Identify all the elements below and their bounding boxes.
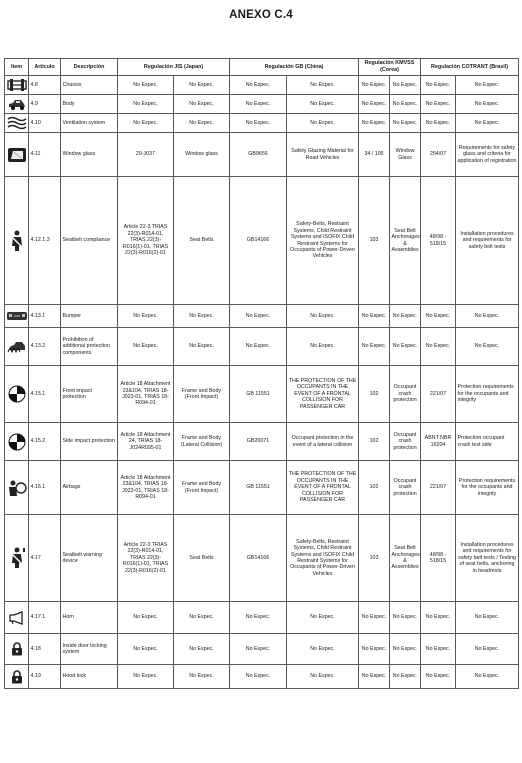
gb-standard-cell: GB14166 bbox=[230, 515, 287, 602]
kmvss-number-cell: 102 bbox=[359, 366, 390, 423]
table-row bbox=[5, 328, 519, 366]
gb-standard-cell: No Espec. bbox=[230, 665, 287, 689]
jis-title-cell: No Espec. bbox=[174, 76, 230, 95]
header-gb: Regulación GB (China) bbox=[230, 59, 359, 76]
jis-article-cell: Article 18 Attachment 23&104, TRIAS 18-J023-01, TRIAS 18-R094-01 bbox=[118, 366, 174, 423]
document-title: ANEXO C.4 bbox=[229, 9, 293, 21]
kmvss-number-cell: 102 bbox=[359, 423, 390, 461]
cotrant-title-cell: Installation procedures and requirements for safety belt tests bbox=[456, 177, 519, 305]
table-row bbox=[5, 515, 519, 602]
gb-standard-cell: GB20071 bbox=[230, 423, 287, 461]
cotrant-title-cell: No Espec. bbox=[456, 305, 519, 328]
cotrant-title-cell: No Espec. bbox=[456, 114, 519, 133]
cotrant-title-cell: No Espec. bbox=[456, 665, 519, 689]
gb-standard-cell: No Espec. bbox=[230, 114, 287, 133]
table-row bbox=[5, 366, 519, 423]
jis-title-cell: Frame and Body (Lateral Collision) bbox=[174, 423, 230, 461]
table-row bbox=[5, 114, 519, 133]
table-row bbox=[5, 133, 519, 177]
articulo-cell: 4.15.2 bbox=[29, 423, 61, 461]
cotrant-title-cell: No Espec. bbox=[456, 602, 519, 634]
articulo-cell: 4.11 bbox=[29, 133, 61, 177]
item-cell bbox=[5, 95, 29, 114]
articulo-cell: 4.18 bbox=[29, 634, 61, 665]
seatbelt-warning-icon bbox=[5, 547, 28, 569]
descripcion-cell: Seatbelt warning device bbox=[61, 515, 118, 602]
cotrant-title-cell: Protection occupant crash test side bbox=[456, 423, 519, 461]
item-cell bbox=[5, 515, 29, 602]
body-icon bbox=[5, 97, 28, 111]
descripcion-cell: Airbags bbox=[61, 461, 118, 515]
jis-title-cell: Window glass bbox=[174, 133, 230, 177]
gb-standard-cell: GB9656 bbox=[230, 133, 287, 177]
item-cell bbox=[5, 366, 29, 423]
jis-article-cell: 29-J037 bbox=[118, 133, 174, 177]
gb-title-cell: THE PROTECTION OF THE OCCUPANTS IN THE EVENT OF A FRONTAL COLLISION FOR PASSENGER CAR bbox=[287, 461, 359, 515]
articulo-cell: 4.12.1.3 bbox=[29, 177, 61, 305]
jis-article-cell: No Espec. bbox=[118, 95, 174, 114]
kmvss-number-cell: 103 bbox=[359, 515, 390, 602]
item-cell bbox=[5, 133, 29, 177]
jis-title-cell: No Espec. bbox=[174, 328, 230, 366]
gb-title-cell: Safety Glazing Material for Road Vehicles bbox=[287, 133, 359, 177]
cotrant-title-cell: No Espec. bbox=[456, 95, 519, 114]
jis-title-cell: No Espec. bbox=[174, 95, 230, 114]
descripcion-cell: Hood lock bbox=[61, 665, 118, 689]
jis-title-cell: No Espec. bbox=[174, 665, 230, 689]
gb-title-cell: No Espec. bbox=[287, 602, 359, 634]
item-cell bbox=[5, 114, 29, 133]
jis-article-cell: No Espec. bbox=[118, 76, 174, 95]
descripcion-cell: Bumper bbox=[61, 305, 118, 328]
crash-test-icon bbox=[5, 433, 28, 451]
articulo-cell: 4.13.2 bbox=[29, 328, 61, 366]
kmvss-title-cell: No Espec. bbox=[390, 328, 421, 366]
kmvss-title-cell: No Espec. bbox=[390, 114, 421, 133]
descripcion-cell: Ventilation system bbox=[61, 114, 118, 133]
descripcion-cell: Front impact protection bbox=[61, 366, 118, 423]
jis-article-cell: Article 22-3 TRIAS 22(3)-R014-01, TRIAS 22(3)-R016(1)-01, TRIAS 22(3)-R016(2)-01 bbox=[118, 177, 174, 305]
jis-article-cell: No Espec. bbox=[118, 634, 174, 665]
window-glass-icon bbox=[5, 147, 28, 163]
cotrant-title-cell: Installation procedures and requirements for safety belt tests / Testing of seat belts, anchoring in headrests bbox=[456, 515, 519, 602]
articulo-cell: 4.17 bbox=[29, 515, 61, 602]
kmvss-title-cell: Occupant crash protection bbox=[390, 366, 421, 423]
kmvss-title-cell: Occupant crash protection bbox=[390, 461, 421, 515]
kmvss-number-cell: 102 bbox=[359, 461, 390, 515]
articulo-cell: 4.8 bbox=[29, 76, 61, 95]
jis-title-cell: No Espec. bbox=[174, 602, 230, 634]
kmvss-number-cell: No Espec. bbox=[359, 76, 390, 95]
cotrant-resolution-cell: No Espec. bbox=[421, 95, 456, 114]
cotrant-resolution-cell: No Espec. bbox=[421, 305, 456, 328]
table-header-row bbox=[5, 59, 519, 76]
chassis-icon bbox=[5, 78, 28, 92]
item-cell bbox=[5, 328, 29, 366]
descripcion-cell: Seatbelt compliance bbox=[61, 177, 118, 305]
gb-standard-cell: No Espec. bbox=[230, 328, 287, 366]
seatbelt-icon bbox=[5, 230, 28, 252]
jis-article-cell: Article 22-3 TRIAS 22(3)-R014-01, TRIAS 22(3)-R016(1)-01, TRIAS 22(3)-R016(2)-01 bbox=[118, 515, 174, 602]
ventilation-icon bbox=[5, 116, 28, 130]
header-jis: Regulación JIS (Japan) bbox=[118, 59, 230, 76]
articulo-cell: 4.9 bbox=[29, 95, 61, 114]
cotrant-resolution-cell: 221/07 bbox=[421, 366, 456, 423]
header-cotrant: Regulación COTRANT (Brasil) bbox=[421, 59, 519, 76]
kmvss-number-cell: No Espec. bbox=[359, 114, 390, 133]
jis-title-cell: No Espec. bbox=[174, 305, 230, 328]
articulo-cell: 4.15.1 bbox=[29, 366, 61, 423]
kmvss-title-cell: No Espec. bbox=[390, 665, 421, 689]
jis-article-cell: No Espec. bbox=[118, 328, 174, 366]
header-item: Item bbox=[5, 59, 29, 76]
jis-article-cell: No Espec. bbox=[118, 114, 174, 133]
protection-components-icon bbox=[5, 340, 28, 354]
item-cell bbox=[5, 423, 29, 461]
descripcion-cell: Horn bbox=[61, 602, 118, 634]
kmvss-number-cell: No Espec. bbox=[359, 95, 390, 114]
descripcion-cell: Inside door locking system bbox=[61, 634, 118, 665]
gb-standard-cell: No Espec. bbox=[230, 634, 287, 665]
item-cell bbox=[5, 76, 29, 95]
header-articulo: Artículo bbox=[29, 59, 61, 76]
table-row bbox=[5, 423, 519, 461]
kmvss-title-cell: No Espec. bbox=[390, 95, 421, 114]
kmvss-title-cell: Occupant crash protection bbox=[390, 423, 421, 461]
gb-standard-cell: GB 11551 bbox=[230, 366, 287, 423]
cotrant-resolution-cell: 48/98 - 518/15 bbox=[421, 177, 456, 305]
table-row bbox=[5, 461, 519, 515]
gb-title-cell: No Espec. bbox=[287, 76, 359, 95]
cotrant-resolution-cell: No Espec. bbox=[421, 665, 456, 689]
gb-title-cell: Safety-Belts, Restraint Systems, Child Restraint Systems and ISOFIX Child Restraint Systems for Occupants of Power-Driven Vehicles bbox=[287, 177, 359, 305]
cotrant-resolution-cell: No Espec. bbox=[421, 634, 456, 665]
cotrant-resolution-cell: No Espec. bbox=[421, 602, 456, 634]
jis-title-cell: Seat Belts bbox=[174, 177, 230, 305]
cotrant-resolution-cell: No Espec. bbox=[421, 114, 456, 133]
gb-title-cell: No Espec. bbox=[287, 634, 359, 665]
cotrant-title-cell: No Espec. bbox=[456, 328, 519, 366]
gb-standard-cell: GB 11551 bbox=[230, 461, 287, 515]
gb-title-cell: THE PROTECTION OF THE OCCUPANTS IN THE EVENT OF A FRONTAL COLLISION FOR PASSENGER CAR bbox=[287, 366, 359, 423]
cotrant-title-cell: Protection requirements for the occupants and integrity bbox=[456, 366, 519, 423]
gb-title-cell: No Espec. bbox=[287, 665, 359, 689]
descripcion-cell: Chassis bbox=[61, 76, 118, 95]
articulo-cell: 4.10 bbox=[29, 114, 61, 133]
cotrant-resolution-cell: 48/98 - 518/15 bbox=[421, 515, 456, 602]
gb-title-cell: No Espec. bbox=[287, 114, 359, 133]
cotrant-resolution-cell: No Espec. bbox=[421, 328, 456, 366]
gb-title-cell: Occupant protection in the event of a lateral collision bbox=[287, 423, 359, 461]
kmvss-number-cell: No Espec. bbox=[359, 602, 390, 634]
table-row bbox=[5, 665, 519, 689]
item-cell bbox=[5, 305, 29, 328]
gb-standard-cell: No Espec. bbox=[230, 305, 287, 328]
jis-title-cell: Frame and Body (Front Impact) bbox=[174, 461, 230, 515]
table-row bbox=[5, 76, 519, 95]
cotrant-resolution-cell: 254/07 bbox=[421, 133, 456, 177]
articulo-cell: 4.16.1 bbox=[29, 461, 61, 515]
cotrant-resolution-cell: No Espec. bbox=[421, 76, 456, 95]
gb-standard-cell: GB14166 bbox=[230, 177, 287, 305]
descripcion-cell: Prohibition of additional protection components bbox=[61, 328, 118, 366]
item-cell bbox=[5, 634, 29, 665]
cotrant-resolution-cell: ABNT NBR 16204 bbox=[421, 423, 456, 461]
kmvss-title-cell: Window Glass bbox=[390, 133, 421, 177]
crash-test-icon bbox=[5, 385, 28, 403]
kmvss-title-cell: No Espec. bbox=[390, 634, 421, 665]
gb-standard-cell: No Espec. bbox=[230, 602, 287, 634]
gb-standard-cell: No Espec. bbox=[230, 76, 287, 95]
kmvss-title-cell: Seat Belt Anchorages & Assemblies bbox=[390, 515, 421, 602]
jis-title-cell: No Espec. bbox=[174, 634, 230, 665]
bumper-icon bbox=[5, 310, 28, 322]
jis-title-cell: No Espec. bbox=[174, 114, 230, 133]
jis-title-cell: Seat Belts bbox=[174, 515, 230, 602]
item-cell bbox=[5, 665, 29, 689]
cotrant-title-cell: No Espec. bbox=[456, 76, 519, 95]
cotrant-title-cell: Requirements for safety glass and criteria for application of registration bbox=[456, 133, 519, 177]
table-row bbox=[5, 177, 519, 305]
kmvss-title-cell: No Espec. bbox=[390, 305, 421, 328]
kmvss-number-cell: 103 bbox=[359, 177, 390, 305]
lock-icon bbox=[5, 642, 28, 656]
descripcion-cell: Body bbox=[61, 95, 118, 114]
kmvss-number-cell: No Espec. bbox=[359, 305, 390, 328]
horn-icon bbox=[5, 611, 28, 625]
kmvss-title-cell: No Espec. bbox=[390, 76, 421, 95]
header-descripcion: Descripción bbox=[61, 59, 118, 76]
kmvss-number-cell: No Espec. bbox=[359, 665, 390, 689]
item-cell bbox=[5, 177, 29, 305]
kmvss-title-cell: Seat Belt Anchorages & Assemblies bbox=[390, 177, 421, 305]
cotrant-title-cell: Protection requirements for the occupants and integrity bbox=[456, 461, 519, 515]
cotrant-title-cell: No Espec. bbox=[456, 634, 519, 665]
table-row bbox=[5, 602, 519, 634]
lock-icon bbox=[5, 670, 28, 684]
jis-article-cell: Article 18 Attachment 23&104, TRIAS 18-J023-01, TRIAS 18-R094-01 bbox=[118, 461, 174, 515]
descripcion-cell: Window glass bbox=[61, 133, 118, 177]
articulo-cell: 4.17.1 bbox=[29, 602, 61, 634]
kmvss-number-cell: No Espec. bbox=[359, 328, 390, 366]
header-kmvss: Regulación KMVSS (Corea) bbox=[359, 59, 421, 76]
articulo-cell: 4.19 bbox=[29, 665, 61, 689]
item-cell bbox=[5, 461, 29, 515]
gb-title-cell: Safety-Belts, Restraint Systems, Child Restraint Systems and ISOFIX Child Restraint Systems for Occupants of Power-Driven Vehicles bbox=[287, 515, 359, 602]
jis-article-cell: No Espec. bbox=[118, 602, 174, 634]
airbag-icon bbox=[5, 479, 28, 497]
jis-article-cell: No Espec. bbox=[118, 305, 174, 328]
cotrant-resolution-cell: 221/07 bbox=[421, 461, 456, 515]
gb-title-cell: No Espec. bbox=[287, 328, 359, 366]
kmvss-title-cell: No Espec. bbox=[390, 602, 421, 634]
jis-title-cell: Frame and Body (Front Impact) bbox=[174, 366, 230, 423]
item-cell bbox=[5, 602, 29, 634]
kmvss-number-cell: 34 / 105 bbox=[359, 133, 390, 177]
gb-standard-cell: No Espec. bbox=[230, 95, 287, 114]
descripcion-cell: Side impact protection bbox=[61, 423, 118, 461]
articulo-cell: 4.13.1 bbox=[29, 305, 61, 328]
gb-title-cell: No Espec. bbox=[287, 305, 359, 328]
table-row bbox=[5, 95, 519, 114]
table-row bbox=[5, 305, 519, 328]
table-row bbox=[5, 634, 519, 665]
jis-article-cell: Article 18 Attachment 24, TRIAS 18-J024R095-01 bbox=[118, 423, 174, 461]
jis-article-cell: No Espec. bbox=[118, 665, 174, 689]
regulation-table bbox=[4, 58, 519, 689]
gb-title-cell: No Espec. bbox=[287, 95, 359, 114]
kmvss-number-cell: No Espec. bbox=[359, 634, 390, 665]
